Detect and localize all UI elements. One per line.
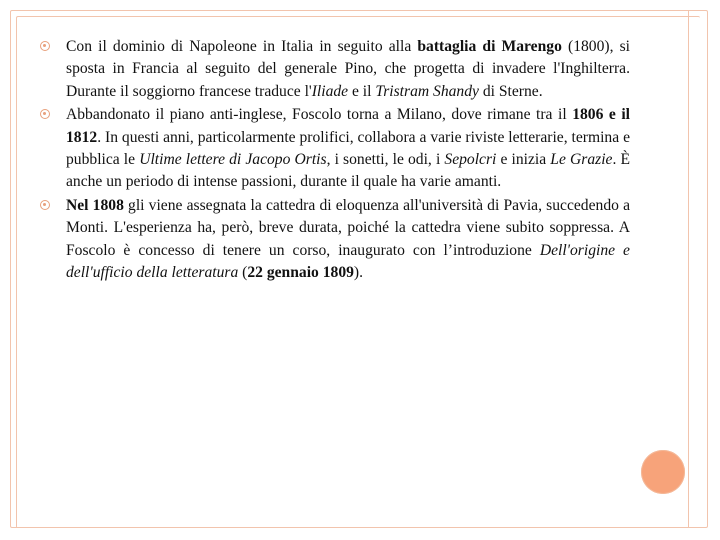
text-run-bold: 1806 e il 1812 bbox=[66, 106, 630, 146]
bullet-item bbox=[40, 195, 630, 285]
text-run-bold: Nel 1808 bbox=[66, 196, 124, 214]
bullet-icon bbox=[40, 200, 50, 210]
text-run-italic: Tristram Shandy bbox=[375, 82, 479, 100]
bullet-item bbox=[40, 36, 630, 103]
slide-content bbox=[40, 36, 630, 284]
text-run-italic: Iliade bbox=[311, 82, 349, 100]
decorative-circle bbox=[641, 450, 685, 494]
text-run-bold: 22 gennaio 1809 bbox=[247, 264, 354, 282]
bullet-icon bbox=[40, 41, 50, 51]
text-run-italic: Dell'origine e dell'ufficio della letteratura bbox=[66, 241, 630, 282]
text-run: ( bbox=[238, 264, 248, 282]
text-run: , i sonetti, le odi, i bbox=[326, 151, 445, 169]
bullet-text bbox=[66, 38, 630, 100]
bullet-item bbox=[40, 104, 630, 194]
text-run: e il bbox=[348, 82, 376, 100]
text-run: . È anche un periodo di intense passioni, durante il quale ha varie amanti. bbox=[66, 151, 631, 191]
text-run-italic: Sepolcri bbox=[444, 151, 497, 169]
slide-right-band bbox=[688, 10, 710, 528]
text-run: Con il dominio di Napoleone in Italia in seguito alla bbox=[66, 38, 418, 55]
text-run: Abbandonato il piano anti-inglese, Foscolo torna a Milano, dove rimane tra il bbox=[66, 106, 573, 124]
text-run: gli viene assegnata la cattedra di eloquenza all'università di Pavia, succedendo a Monti. L'esperienza ha, però, breve durata, poiché la cattedra viene subito soppressa. A Foscolo è concesso di tenere un corso, inaugurato con l’introduzione bbox=[66, 196, 630, 259]
text-run: ). bbox=[353, 264, 364, 282]
text-run: . In questi anni, particolarmente prolifici, collabora a varie riviste letterarie, termina e pubblica le bbox=[66, 128, 630, 169]
bullet-text bbox=[66, 106, 630, 190]
text-run: di Sterne. bbox=[478, 82, 543, 100]
text-run-italic: Le Grazie bbox=[550, 151, 613, 169]
bullet-text bbox=[66, 197, 630, 281]
text-run-italic: Ultime lettere di Jacopo Ortis bbox=[139, 151, 327, 169]
text-run: e inizia bbox=[496, 151, 551, 169]
text-run: (1800), si sposta in Francia al seguito del generale Pino, che progetta di invadere l'Inghilterra. Durante il soggiorno francese traduce l' bbox=[66, 38, 630, 100]
text-run-bold: battaglia di Marengo bbox=[417, 38, 562, 55]
bullet-icon bbox=[40, 109, 50, 119]
